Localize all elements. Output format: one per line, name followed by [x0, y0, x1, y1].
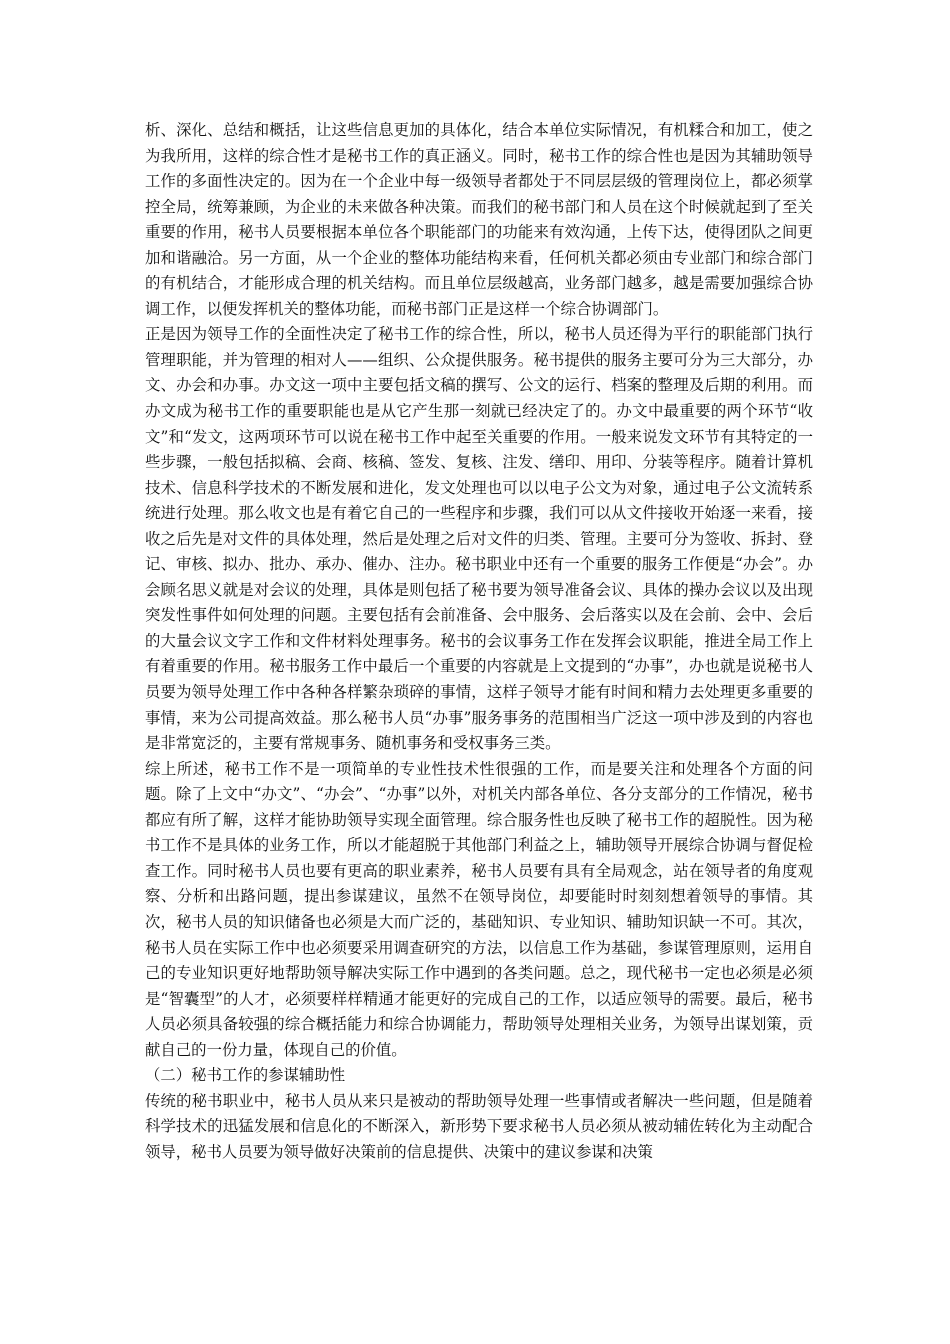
paragraph-2: 正是因为领导工作的全面性决定了秘书工作的综合性，所以，秘书人员还得为平行的职能部门执行管理职能，并为管理的相对人——组织、公众提供服务。秘书提供的服务主要可分为三大部分，办文、办会和办事。办文这一项中主要包括文稿的撰写、公文的运行、档案的整理及后期的利用。而办文成为秘书工作的重要职能也是从它产生那一刻就已经决定了的。办文中最重要的两个环节“收文”和“发文，这两项环节可以说在秘书工作中起至关重要的作用。一般来说发文环节有其特定的一些步骤，一般包括拟稿、会商、核稿、签发、复核、注发、缮印、用印、分装等程序。随着计算机技术、信息科学技术的不断发展和进化，发文处理也可以以电子公文为对象，通过电子公文流转系统进行处理。那么收文也是有着它自己的一些程序和步骤，我们可以从文件接收开始逐一来看，接收之后先是对文件的具体处理，然后是处理之后对文件的归类、管理。主要可分为签收、拆封、登记、审核、拟办、批办、承办、催办、注办。秘书职业中还有一个重要的服务工作便是“办会”。办会顾名思义就是对会议的处理，具体是则包括了秘书要为领导准备会议、具体的操办会议以及出现突发性事件如何处理的问题。主要包括有会前准备、会中服务、会后落实以及在会前、会中、会后的大量会议文字工作和文件材料处理事务。秘书的会议事务工作在发挥会议职能，推进全局工作上有着重要的作用。秘书服务工作中最后一个重要的内容就是上文提到的“办事”，办也就是说秘书人员要为领导处理工作中各种各样繁杂琐碎的事情，这样子领导才能有时间和精力去处理更多重要的事情，来为公司提高效益。那么秘书人员“办事”服务事务的范围相当广泛这一项中涉及到的内容也是非常宽泛的，主要有常规事务、随机事务和受权事务三类。	[145, 325, 813, 753]
paragraph-1: 析、深化、总结和概括，让这些信息更加的具体化，结合本单位实际情况，有机糅合和加工，使之为我所用，这样的综合性才是秘书工作的真正涵义。同时，秘书工作的综合性也是因为其辅助领导工作的多面性决定的。因为在一个企业中每一级领导者都处于不同层层级的管理岗位上，都必须掌控全局，统筹兼顾，为企业的未来做各种决策。而我们的秘书部门和人员在这个时候就起到了至关重要的作用，秘书人员要根据本单位各个职能部门的功能来有效沟通，上传下达，使得团队之间更加和谐融洽。另一方面，从一个企业的整体功能结构来看，任何机关都必须由专业部门和综合部门的有机结合，才能形成合理的机关结构。而且单位层级越高，业务部门越多，越是需要加强综合协调工作，以便发挥机关的整体功能，而秘书部门正是这样一个综合协调部门。	[145, 121, 813, 318]
paragraph-3: 综上所述，秘书工作不是一项简单的专业性技术性很强的工作，而是要关注和处理各个方面的问题。除了上文中“办文”、“办会”、“办事”以外，对机关内部各单位、各分支部分的工作情况，秘书都应有所了解，这样才能协助领导实现全面管理。综合服务性也反映了秘书工作的超脱性。因为秘书工作不是具体的业务工作，所以才能超脱于其他部门利益之上，辅助领导开展综合协调与督促检查工作。同时秘书人员也要有更高的职业素养，秘书人员要有具有全局观念，站在领导者的角度观察、分析和出路问题，提出参谋建议，虽然不在领导岗位，却要能时时刻刻想着领导的事情。其次，秘书人员的知识储备也必须是大而广泛的，基础知识、专业知识、辅助知识缺一不可。其次，秘书人员在实际工作中也必须要采用调查研究的方法，以信息工作为基础，参谋管理原则，运用自己的专业知识更好地帮助领导解决实际工作中遇到的各类问题。总之，现代秘书一定也必须是必须是“智囊型”的人才，必须要样样精通才能更好的完成自己的工作，以适应领导的需要。最后，秘书人员必须具备较强的综合概括能力和综合协调能力，帮助领导处理相关业务，为领导出谋划策，贡献自己的一份力量，体现自己的价值。	[145, 759, 813, 1059]
document-page	[145, 118, 813, 1165]
section-heading: （二）秘书工作的参谋辅助性	[145, 1066, 346, 1085]
paragraph-4: 传统的秘书职业中，秘书人员从来只是被动的帮助领导处理一些事情或者解决一些问题，但是随着科学技术的迅猛发展和信息化的不断深入，新形势下要求秘书人员必须从被动辅佐转化为主动配合领导，秘书人员要为领导做好决策前的信息提供、决策中的建议参谋和决策	[145, 1091, 813, 1161]
